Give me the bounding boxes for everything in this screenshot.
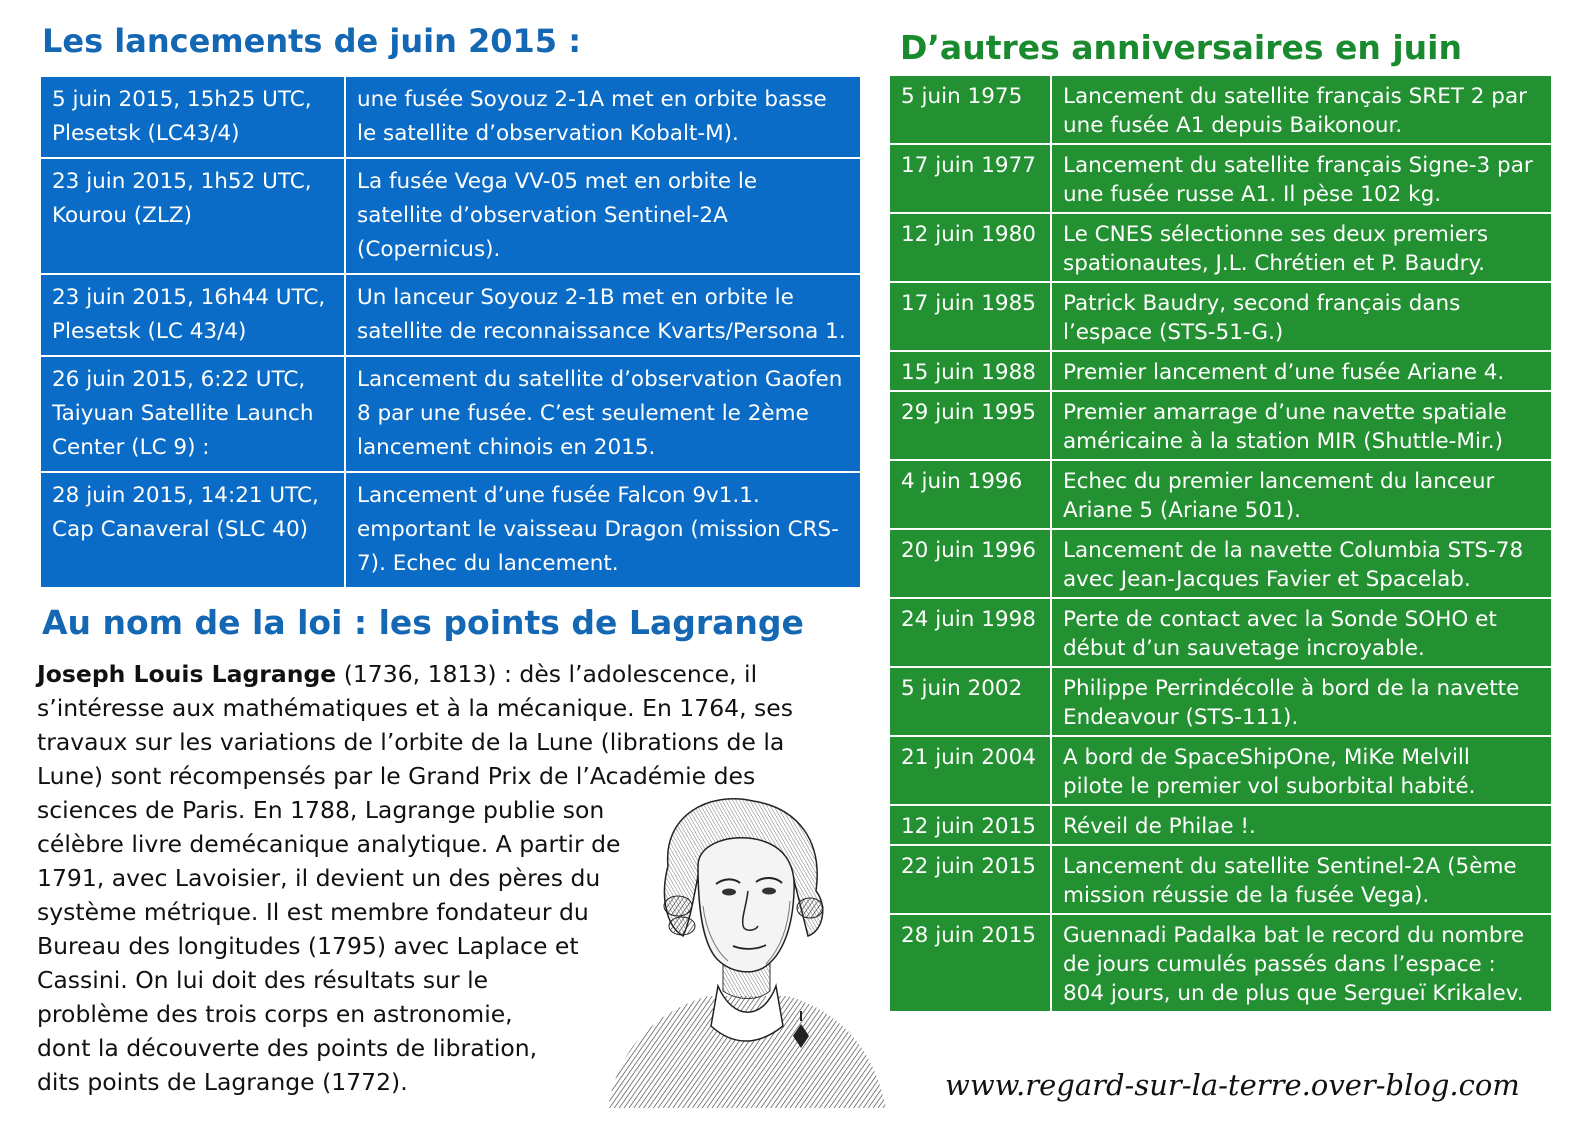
table-row bbox=[889, 736, 1552, 805]
launch-date-cell: 23 juin 2015, 16h44 UTC, Plesetsk (LC 43/4) bbox=[40, 274, 345, 356]
anniv-date-cell: 22 juin 2015 bbox=[889, 845, 1051, 914]
anniv-date-cell: 17 juin 1985 bbox=[889, 282, 1051, 351]
anniversaries-title: D’autres anniversaires en juin bbox=[900, 28, 1462, 67]
bio-line bbox=[37, 657, 837, 691]
launch-date-cell: 26 juin 2015, 6:22 UTC, Taiyuan Satellite Launch Center (LC 9) : bbox=[40, 356, 345, 472]
bio-line: 1791, avec Lavoisier, il devient un des pères du bbox=[37, 864, 601, 892]
anniv-desc-cell: Echec du premier lancement du lanceur Ariane 5 (Ariane 501). bbox=[1051, 460, 1552, 529]
anniv-desc-cell: Philippe Perrindécolle à bord de la navette Endeavour (STS-111). bbox=[1051, 667, 1552, 736]
bio-line: Lune) sont récompensés par le Grand Prix de l’Académie des bbox=[37, 762, 756, 790]
anniv-desc-cell: Premier amarrage d’une navette spatiale américaine à la station MIR (Shuttle-Mir.) bbox=[1051, 391, 1552, 460]
law-section-title: Au nom de la loi : les points de Lagrange bbox=[42, 603, 804, 642]
anniv-desc-cell: Lancement du satellite français SRET 2 par une fusée A1 depuis Baikonour. bbox=[1051, 75, 1552, 144]
table-row bbox=[889, 805, 1552, 845]
website-url: www.regard-sur-la-terre.over-blog.com bbox=[945, 1068, 1520, 1102]
anniversaries-table bbox=[888, 74, 1553, 1013]
bio-line: dont la découverte des points de libration, bbox=[37, 1034, 538, 1062]
launch-desc-cell: Un lanceur Soyouz 2-1B met en orbite le satellite de reconnaissance Kvarts/Persona 1. bbox=[345, 274, 861, 356]
bio-line: système métrique. Il est membre fondateur du bbox=[37, 898, 589, 926]
anniv-desc-cell: Lancement du satellite français Signe-3 par une fusée russe A1. Il pèse 102 kg. bbox=[1051, 144, 1552, 213]
table-row bbox=[40, 274, 861, 356]
table-row bbox=[889, 460, 1552, 529]
table-row bbox=[889, 598, 1552, 667]
anniv-date-cell: 24 juin 1998 bbox=[889, 598, 1051, 667]
table-row bbox=[889, 351, 1552, 391]
bio-text: (1736, 1813) : dès l’adolescence, il bbox=[336, 660, 758, 688]
launch-desc-cell: La fusée Vega VV-05 met en orbite le satellite d’observation Sentinel-2A (Copernicus). bbox=[345, 158, 861, 274]
anniv-date-cell: 28 juin 2015 bbox=[889, 914, 1051, 1012]
launch-date-cell: 28 juin 2015, 14:21 UTC, Cap Canaveral (SLC 40) bbox=[40, 472, 345, 588]
anniv-desc-cell: Patrick Baudry, second français dans l’espace (STS-51-G.) bbox=[1051, 282, 1552, 351]
launch-desc-cell: une fusée Soyouz 2-1A met en orbite basse le satellite d’observation Kobalt-M). bbox=[345, 76, 861, 158]
table-row bbox=[889, 529, 1552, 598]
table-row bbox=[40, 158, 861, 274]
anniv-date-cell: 5 juin 1975 bbox=[889, 75, 1051, 144]
bio-name: Joseph Louis Lagrange bbox=[37, 660, 337, 688]
bio-line: travaux sur les variations de l’orbite de la Lune (librations de la bbox=[37, 728, 785, 756]
bio-line: problème des trois corps en astronomie, bbox=[37, 1000, 513, 1028]
anniv-date-cell: 21 juin 2004 bbox=[889, 736, 1051, 805]
table-row bbox=[889, 144, 1552, 213]
anniv-desc-cell: Réveil de Philae !. bbox=[1051, 805, 1552, 845]
bio-line: Bureau des longitudes (1795) avec Laplace et bbox=[37, 932, 579, 960]
table-row bbox=[889, 213, 1552, 282]
anniv-date-cell: 4 juin 1996 bbox=[889, 460, 1051, 529]
bio-line: sciences de Paris. En 1788, Lagrange publie son bbox=[37, 796, 605, 824]
table-row bbox=[889, 282, 1552, 351]
launches-table bbox=[39, 75, 862, 589]
lagrange-portrait-image bbox=[598, 796, 888, 1108]
table-row bbox=[889, 391, 1552, 460]
anniv-date-cell: 12 juin 2015 bbox=[889, 805, 1051, 845]
anniv-desc-cell: Perte de contact avec la Sonde SOHO et début d’un sauvetage incroyable. bbox=[1051, 598, 1552, 667]
anniv-date-cell: 17 juin 1977 bbox=[889, 144, 1051, 213]
table-row bbox=[40, 76, 861, 158]
table-row bbox=[889, 75, 1552, 144]
anniv-date-cell: 20 juin 1996 bbox=[889, 529, 1051, 598]
anniv-desc-cell: A bord de SpaceShipOne, MiKe Melvill pilote le premier vol suborbital habité. bbox=[1051, 736, 1552, 805]
launch-desc-cell: Lancement d’une fusée Falcon 9v1.1. emportant le vaisseau Dragon (mission CRS- 7). Echec du lancement. bbox=[345, 472, 861, 588]
anniv-desc-cell: Lancement de la navette Columbia STS-78 avec Jean-Jacques Favier et Spacelab. bbox=[1051, 529, 1552, 598]
launches-title: Les lancements de juin 2015 : bbox=[42, 22, 581, 60]
table-row bbox=[889, 914, 1552, 1012]
anniv-date-cell: 12 juin 1980 bbox=[889, 213, 1051, 282]
anniv-desc-cell: Premier lancement d’une fusée Ariane 4. bbox=[1051, 351, 1552, 391]
table-row bbox=[40, 472, 861, 588]
table-row bbox=[889, 845, 1552, 914]
bio-line: célèbre livre demécanique analytique. A partir de bbox=[37, 830, 621, 858]
table-row bbox=[889, 667, 1552, 736]
anniv-date-cell: 5 juin 2002 bbox=[889, 667, 1051, 736]
bio-line: dits points de Lagrange (1772). bbox=[37, 1068, 408, 1096]
anniv-desc-cell: Le CNES sélectionne ses deux premiers spationautes, J.L. Chrétien et P. Baudry. bbox=[1051, 213, 1552, 282]
anniv-desc-cell: Guennadi Padalka bat le record du nombre de jours cumulés passés dans l’espace : 804 jours, un de plus que Sergueï Krikalev. bbox=[1051, 914, 1552, 1012]
anniv-desc-cell: Lancement du satellite Sentinel-2A (5ème mission réussie de la fusée Vega). bbox=[1051, 845, 1552, 914]
bio-line: s’intéresse aux mathématiques et à la mécanique. En 1764, ses bbox=[37, 694, 793, 722]
anniv-date-cell: 15 juin 1988 bbox=[889, 351, 1051, 391]
launch-desc-cell: Lancement du satellite d’observation Gaofen 8 par une fusée. C’est seulement le 2ème lancement chinois en 2015. bbox=[345, 356, 861, 472]
bio-line: Cassini. On lui doit des résultats sur le bbox=[37, 966, 489, 994]
table-row bbox=[40, 356, 861, 472]
launch-date-cell: 5 juin 2015, 15h25 UTC, Plesetsk (LC43/4) bbox=[40, 76, 345, 158]
anniv-date-cell: 29 juin 1995 bbox=[889, 391, 1051, 460]
launch-date-cell: 23 juin 2015, 1h52 UTC, Kourou (ZLZ) bbox=[40, 158, 345, 274]
